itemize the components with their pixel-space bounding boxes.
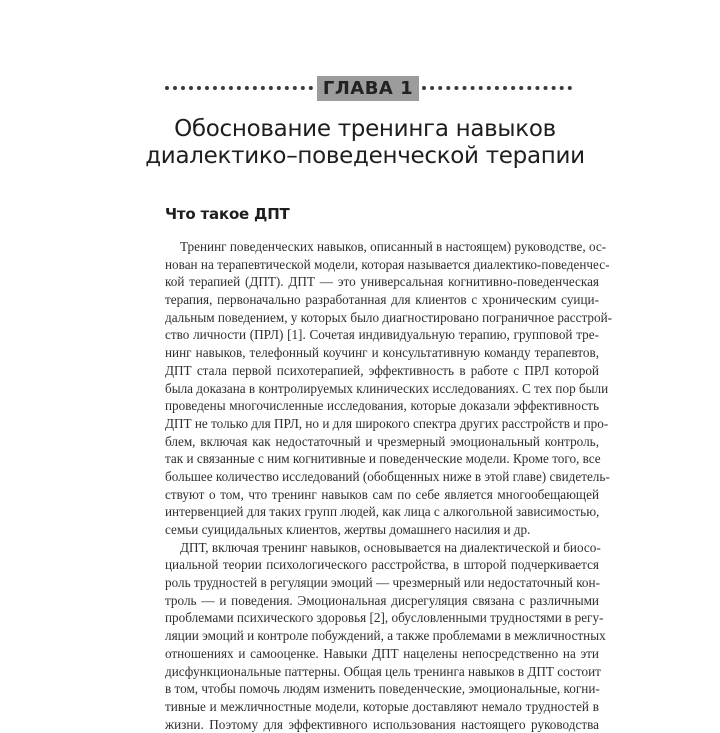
text-line: в том, чтобы помочь людям изменить поведенческие, эмоциональные, когни-	[165, 681, 600, 697]
text-line: дисфункциональные паттерны. Общая цель тренинга навыков в ДПТ состоит	[165, 663, 601, 679]
dotted-rule-right	[422, 86, 572, 94]
text-line: троль — и поведения. Эмоциональная дисрегуляция связана с различными	[165, 592, 599, 608]
text-line: семьи суицидальных клиентов, жертвы домашнего насилия и др.	[165, 522, 531, 537]
text-line: нован на терапевтической модели, которая называется диалектико-поведенчес-	[165, 256, 610, 272]
text-line: Тренинг поведенческих навыков, описанный в настоящем) руководстве, ос-	[180, 239, 607, 254]
text-line: жизни. Поэтому для эффективного использования настоящего руководства	[165, 716, 599, 732]
text-line: так и связанные с ним когнитивные и поведенческие модели. Кроме того, все	[165, 451, 601, 467]
text-line: отношениях и самооценке. Навыки ДПТ нацелены непосредственно на эти	[165, 645, 599, 661]
text-line: ляции эмоций и контроле побуждений, а также проблемами в межличностных	[165, 628, 606, 644]
text-line: блем, включая как недостаточный и чрезмерный эмоциональный контроль,	[165, 433, 599, 449]
body-text	[165, 238, 613, 733]
text-line: дальным поведением, у которых было диагностировано пограничное расстрой-	[165, 309, 613, 325]
text-line: роль трудностей в регуляции эмоций — чрезмерный или недостаточный кон-	[165, 575, 600, 591]
text-line: терапия, первоначально разработанная для клиентов с хроническим суици-	[165, 292, 599, 308]
text-line: ДПТ стала первой психотерапией, эффективность в работе с ПРЛ которой	[165, 362, 599, 378]
chapter-title-line-2: диалектико–поведенческой терапии	[145, 143, 585, 169]
text-line: циальной теории психологического расстройства, в шторой подчеркивается	[165, 557, 599, 573]
text-line: ДПТ, включая тренинг навыков, основывается на диалектической и биосо-	[180, 539, 601, 555]
text-line: ство личности (ПРЛ) [1]. Сочетая индивидуальную терапию, групповой тре-	[165, 327, 599, 343]
text-line: большее количество исследований (обобщенных ниже в этой главе) свидетель-	[165, 468, 610, 484]
text-line: была доказана в контролируемых клинических исследованиях. С тех пор были	[165, 380, 609, 396]
section-heading: Что такое ДПТ	[165, 205, 290, 223]
text-line: интервенцией для таких групп людей, как лица с алкогольной зависимостью,	[165, 504, 600, 520]
text-line: ДПТ не только для ПРЛ, но и для широкого спектра других расстройств и про-	[165, 415, 609, 431]
text-line: ствуют о том, что тренинг навыков сам по себе является многообещающей	[165, 486, 599, 502]
dotted-rule-left	[165, 86, 313, 94]
text-line: проблемами психического здоровья [2], обусловленными трудностями в регу-	[165, 610, 604, 626]
text-line: тивные и межличностные модели, которые доставляют немало трудностей в	[165, 698, 599, 714]
chapter-title-line-1: Обоснование тренинга навыков	[174, 116, 556, 142]
text-line: нинг навыков, телефонный коучинг и консультативную команду терапевтов,	[165, 345, 599, 361]
text-line: кой терапией (ДПТ). ДПТ — это универсальная когнитивно-поведенческая	[165, 274, 599, 290]
text-line: проведены многочисленные исследования, которые доказали эффективность	[165, 398, 599, 414]
chapter-label: ГЛАВА 1	[317, 76, 419, 101]
